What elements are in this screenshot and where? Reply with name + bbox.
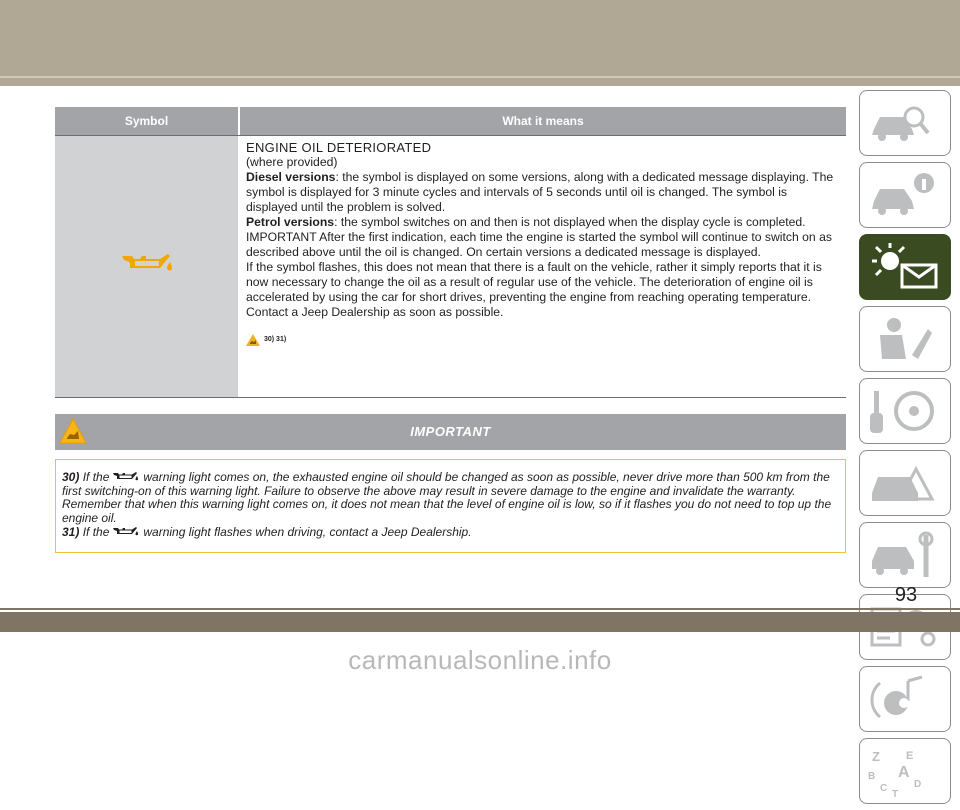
tab-safety[interactable]: [859, 306, 951, 372]
top-band: [0, 0, 960, 86]
svg-text:Z: Z: [872, 749, 880, 764]
page-number: 93: [894, 584, 918, 606]
diesel-paragraph: [246, 170, 840, 215]
svg-text:T: T: [892, 789, 899, 797]
important-notes: [55, 459, 846, 553]
warning-light-message-icon: [868, 243, 944, 293]
diesel-label: Diesel versions: [246, 170, 336, 184]
diesel-text: : the symbol is displayed on some versions, along with a dedicated message displaying. The symbol is displayed for 3 minute cycles and intervals of 5 seconds until oil is changed. The symbol is displayed until the problem is solved.: [246, 170, 834, 214]
key-steering-wheel-icon: [868, 387, 944, 437]
svg-text:C: C: [880, 783, 888, 794]
tab-servicing[interactable]: [859, 522, 951, 588]
flash-paragraph: If the symbol flashes, this does not mean that there is a fault on the vehicle, rather it simply reports that it is now necessary to change the oil as a result of regular use of the vehicle. The deterioration of engine oil is accelerated by using the car for short drives, preventing the engine from reaching operating temperature.: [246, 260, 822, 304]
car-info-icon: [868, 171, 944, 221]
petrol-text: : the symbol switches on and then is not displayed when the display cycle is completed.: [334, 215, 806, 229]
watermark: carmanualsonline.info: [348, 645, 612, 675]
engine-oil-icon: [111, 525, 141, 538]
note-31-text: warning light flashes when driving, contact a Jeep Dealership.: [143, 525, 472, 539]
symbol-table: [55, 107, 846, 398]
tab-car-search[interactable]: [859, 90, 951, 156]
warning-triangle-icon: [246, 334, 260, 346]
tab-warning-lights[interactable]: [859, 234, 951, 300]
header-meaning: What it means: [502, 114, 584, 128]
svg-text:D: D: [914, 779, 922, 790]
symbol-cell: [55, 136, 240, 397]
note-31: [62, 525, 839, 540]
important-header: [55, 414, 846, 450]
references: [246, 332, 840, 347]
reference-numbers: 30) 31): [264, 336, 287, 343]
note-31-number: 31): [62, 525, 80, 539]
note-30-number: 30): [62, 470, 80, 484]
note-31-pre: If the: [82, 525, 110, 539]
svg-text:B: B: [868, 771, 876, 782]
tab-index[interactable]: [859, 738, 951, 804]
chapter-tabs: [859, 90, 953, 810]
note-30-text: warning light comes on, the exhausted engine oil should be changed as soon as possible, never drive more than 500 km from the first switching-on of this warning light. Failure to observe the above may result in severe damage to the engine and invalidate the warranty. Remember that when this warning light comes on, it does not mean that the level of engine oil is low, so if it flashes you do not need to top up the engine oil.: [62, 470, 832, 525]
bottom-band: [0, 612, 960, 632]
table-header: [55, 107, 846, 135]
header-symbol: Symbol: [55, 107, 240, 135]
svg-text:A: A: [898, 764, 910, 781]
important-title: IMPORTANT: [410, 424, 491, 439]
tab-emergency[interactable]: [859, 450, 951, 516]
note-30-pre: If the: [82, 470, 110, 484]
contact-paragraph: Contact a Jeep Dealership as soon as possible.: [246, 305, 504, 319]
warning-title: ENGINE OIL DETERIORATED: [246, 140, 432, 155]
meaning-cell: [240, 136, 846, 397]
petrol-label: Petrol versions: [246, 215, 335, 229]
petrol-paragraph: [246, 215, 840, 230]
index-letters-icon: [868, 747, 944, 797]
where-provided: (where provided): [246, 155, 338, 169]
engine-oil-icon: [111, 470, 141, 483]
svg-text:E: E: [906, 750, 914, 762]
table-row: [55, 135, 846, 398]
tab-car-info[interactable]: [859, 162, 951, 228]
tab-starting-driving[interactable]: [859, 378, 951, 444]
airbag-seat-icon: [868, 315, 944, 365]
important-paragraph: IMPORTANT After the first indication, each time the engine is started the symbol will continue to switch on as described above until the oil is changed. On certain versions a dedicated message is displayed.: [246, 230, 832, 259]
car-wrench-icon: [868, 531, 944, 581]
car-search-icon: [868, 99, 944, 149]
engine-oil-icon: [120, 250, 176, 276]
car-breakdown-icon: [868, 459, 944, 509]
multimedia-icon: [868, 675, 944, 725]
note-30: [62, 470, 839, 525]
